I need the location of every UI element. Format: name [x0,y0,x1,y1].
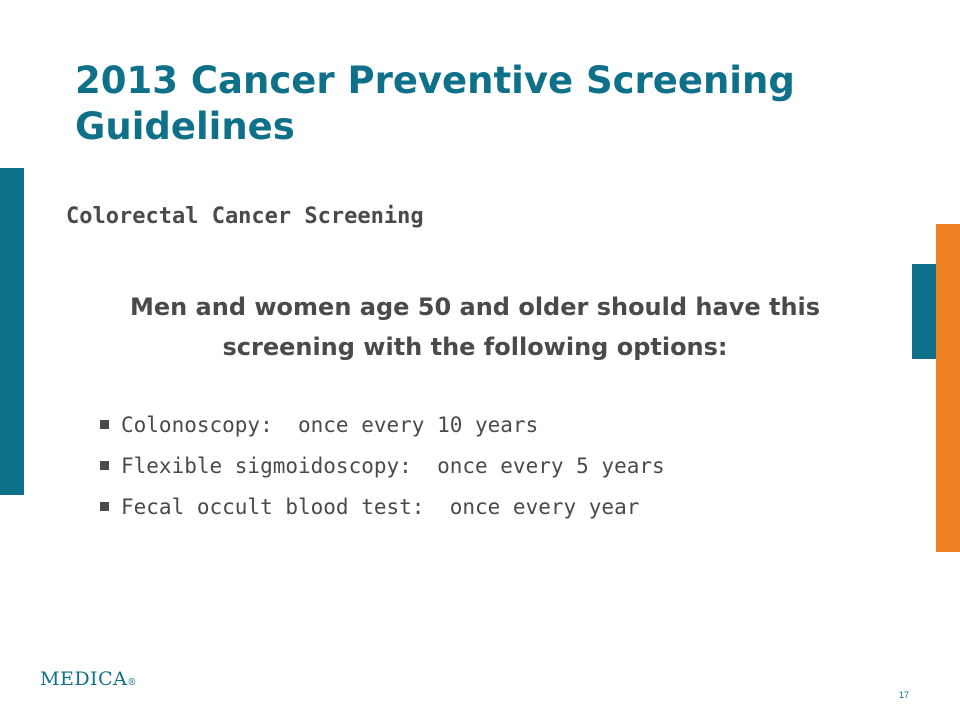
intro-text: Men and women age 50 and older should have this screening with the following options: [129,293,821,361]
list-item-text: Fecal occult blood test: once every year [121,495,640,519]
list-item [100,454,665,495]
right-teal-accent-bar [912,264,936,359]
right-orange-accent-bar [936,224,960,552]
screening-options-list [100,413,665,536]
square-bullet-icon [100,461,109,470]
list-item [100,495,665,536]
list-item-text: Flexible sigmoidoscopy: once every 5 years [121,454,665,478]
logo-text: MEDICA [40,668,128,690]
left-accent-bar [0,168,24,495]
list-item-text: Colonoscopy: once every 10 years [121,413,539,437]
page-number: 17 [899,690,910,700]
slide-title: 2013 Cancer Preventive Screening Guidelines [75,59,795,148]
list-item [100,413,665,454]
medica-logo [40,668,137,690]
square-bullet-icon [100,502,109,511]
square-bullet-icon [100,420,109,429]
registered-mark: ® [127,678,137,688]
slide-subtitle: Colorectal Cancer Screening [66,204,424,229]
